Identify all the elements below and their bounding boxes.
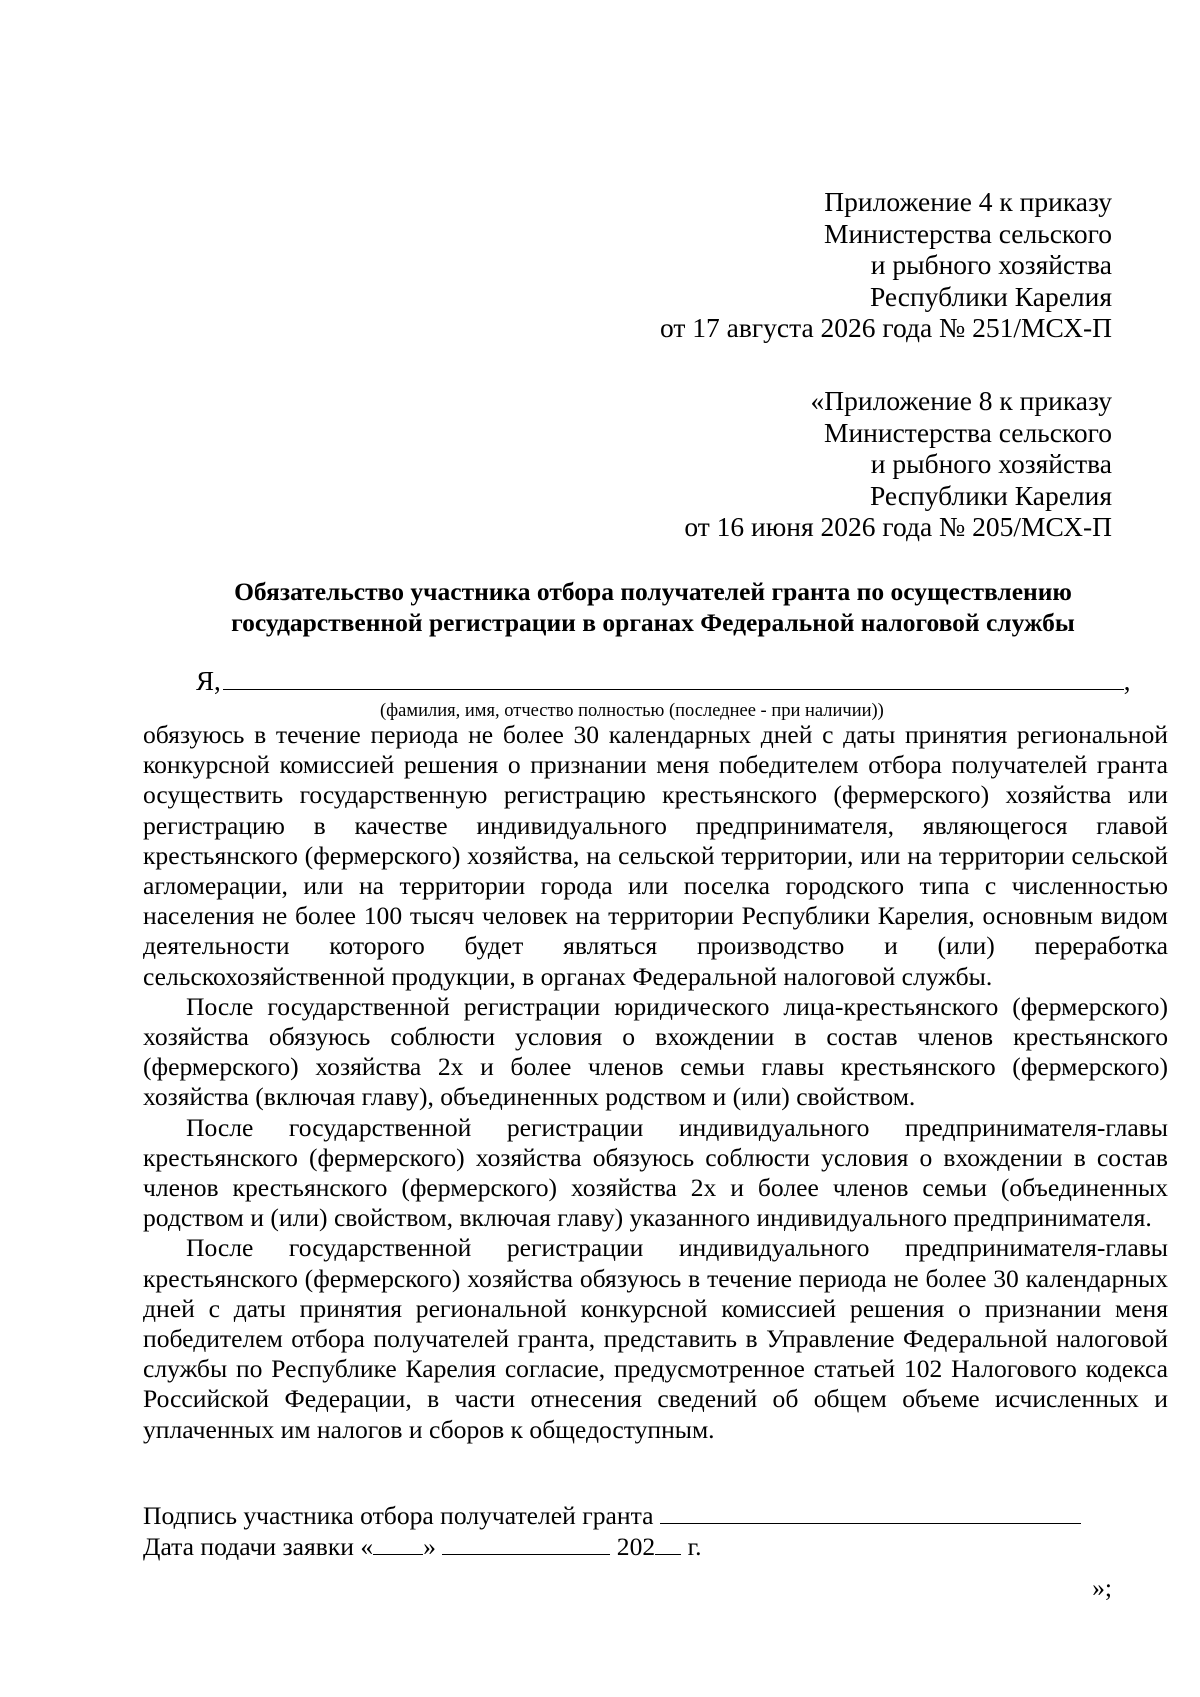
body-paragraph: обязуюсь в течение периода не более 30 календарных дней с даты принятия региональной конкурсной комиссией решения о признании меня победителем отбора получателей гранта осуществить государственную регистрацию крестьянского (фермерского) хозяйства или регистрацию в качестве индивидуального предпринимателя, являющегося главой крестьянского (фермерского) хозяйства, на сельской территории, или на территории сельской агломерации, или на территории города или поселка городского типа с численностью населения не более 100 тысяч человек на территории Республики Карелия, основным видом деятельности которого будет являться производство и (или) переработка сельскохозяйственной продукции, в органах Федеральной налоговой службы. xyxy=(143,720,1168,991)
title-line: Обязательство участника отбора получателей гранта по осуществлению xyxy=(234,577,1072,606)
attachment-order-line: от 16 июня 2026 года № 205/МСХ-П xyxy=(684,511,1112,542)
document-body xyxy=(143,720,1168,1445)
attachment-header-previous xyxy=(684,385,1112,543)
full-name-blank-field[interactable] xyxy=(223,667,1124,690)
attachment-line: Республики Карелия xyxy=(869,280,1112,312)
attachment-line: и рыбного хозяйства xyxy=(870,448,1112,479)
pledge-suffix: , xyxy=(1123,666,1131,696)
document-title xyxy=(143,576,1163,638)
attachment-order-line: от 17 августа 2026 года № 251/МСХ-П xyxy=(660,312,1112,343)
body-paragraph: После государственной регистрации юридического лица-крестьянского (фермерского) хозяйства обязуюсь соблюсти условия о вхождении в состав членов крестьянского (фермерского) хозяйства 2х и более членов семьи главы крестьянского (фермерского) хозяйства (включая главу), объединенных родством и (или) свойством. xyxy=(143,991,1168,1112)
signature-label: Подпись участника отбора получателей гранта xyxy=(143,1501,654,1530)
signature-block xyxy=(143,1500,1081,1562)
year-blank-field[interactable] xyxy=(655,1533,681,1555)
attachment-line: Республики Карелия xyxy=(869,479,1112,511)
attachment-line: Министерства сельского xyxy=(824,217,1112,249)
attachment-line: Приложение 4 к приказу xyxy=(824,186,1112,217)
signature-blank-field[interactable] xyxy=(660,1502,1081,1524)
year-suffix: г. xyxy=(687,1532,702,1561)
date-label: Дата подачи заявки « xyxy=(143,1532,374,1561)
date-quote-close: » xyxy=(423,1532,436,1561)
title-line: государственной регистрации в органах Федеральной налоговой службы xyxy=(231,608,1075,637)
closing-quote: »; xyxy=(1092,1573,1112,1602)
application-date-line xyxy=(143,1531,1081,1562)
body-paragraph: После государственной регистрации индивидуального предпринимателя-главы крестьянского (фермерского) хозяйства обязуюсь в течение периода не более 30 календарных дней с даты принятия региональной конкурсной комиссией решения о признании меня победителем отбора получателей гранта, представить в Управление Федеральной налоговой службы по Республике Карелия согласие, предусмотренное статьей 102 Налогового кодекса Российской Федерации, в части отнесения сведений об общем объеме исчисленных и уплаченных им налогов и сборов к общедоступным. xyxy=(143,1233,1168,1444)
month-blank-field[interactable] xyxy=(442,1533,610,1555)
attachment-header-current xyxy=(660,186,1112,344)
year-prefix: 202 xyxy=(616,1532,656,1561)
attachment-line: Министерства сельского xyxy=(824,416,1112,448)
full-name-hint: (фамилия, имя, отчество полностью (последнее - при наличии)) xyxy=(380,701,884,721)
pledge-name-line xyxy=(196,666,1131,696)
attachment-line: и рыбного хозяйства xyxy=(870,249,1112,280)
day-blank-field[interactable] xyxy=(373,1533,423,1555)
pledge-prefix: Я, xyxy=(196,666,221,696)
attachment-line: «Приложение 8 к приказу xyxy=(810,385,1112,416)
body-paragraph: После государственной регистрации индивидуального предпринимателя-главы крестьянского (фермерского) хозяйства обязуюсь соблюсти условия о вхождении в состав членов крестьянского (фермерского) хозяйства 2х и более членов семьи (объединенных родством и (или) свойством, включая главу) указанного индивидуального предпринимателя. xyxy=(143,1112,1168,1233)
signature-line xyxy=(143,1500,1081,1531)
